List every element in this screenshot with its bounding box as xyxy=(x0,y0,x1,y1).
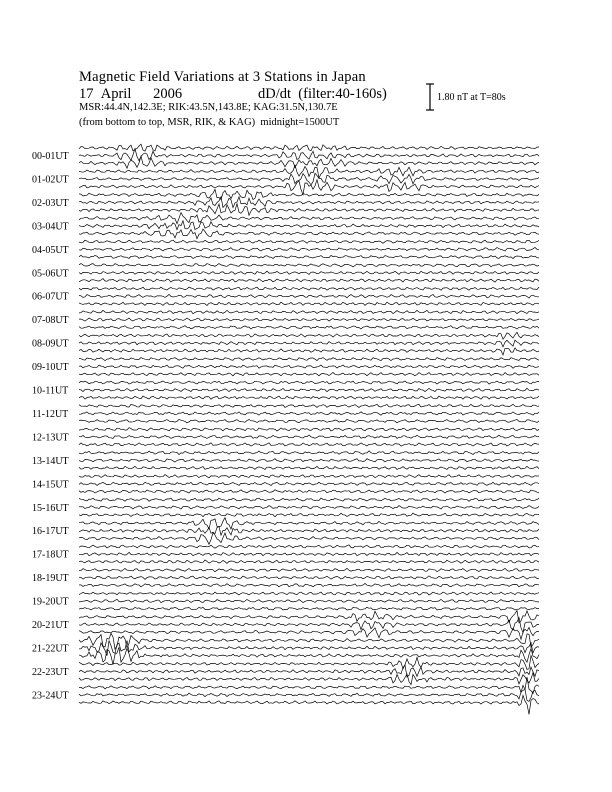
midnight-label: midnight=1500UT xyxy=(260,117,340,128)
chart-title: Magnetic Field Variations at 3 Stations in Japan xyxy=(79,69,366,85)
trace-msr-14-15ut xyxy=(79,490,539,493)
trace-rik-06-07ut xyxy=(79,294,539,298)
trace-kag-10-11ut xyxy=(79,381,539,384)
trace-msr-07-08ut xyxy=(79,326,539,329)
date-year: 2006 xyxy=(153,86,183,102)
trace-rik-02-03ut xyxy=(79,197,539,208)
trace-msr-20-21ut xyxy=(79,627,539,639)
trace-kag-14-15ut xyxy=(79,475,539,478)
trace-msr-04-05ut xyxy=(79,255,539,258)
trace-rik-05-06ut xyxy=(79,271,539,274)
row-label-12-13ut: 12-13UT xyxy=(32,432,69,444)
row-label-21-22ut: 21-22UT xyxy=(32,643,69,655)
trace-rik-03-04ut xyxy=(79,221,539,230)
trace-msr-08-09ut xyxy=(79,348,539,355)
trace-msr-09-10ut xyxy=(79,373,539,376)
trace-rik-07-08ut xyxy=(79,318,539,321)
trace-rik-22-23ut xyxy=(79,665,539,677)
trace-kag-01-02ut xyxy=(79,165,539,178)
trace-msr-15-16ut xyxy=(79,513,539,517)
trace-rik-10-11ut xyxy=(79,388,539,391)
row-label-07-08ut: 07-08UT xyxy=(32,315,69,327)
stations-list: MSR:44.4N,142.3E; RIK:43.5N,143.8E; KAG:31.5N,130.7E xyxy=(79,102,338,113)
trace-msr-21-22ut xyxy=(79,647,539,664)
row-label-14-15ut: 14-15UT xyxy=(32,479,69,491)
trace-kag-17-18ut xyxy=(79,545,539,548)
row-label-05-06ut: 05-06UT xyxy=(32,268,69,280)
trace-kag-16-17ut xyxy=(79,518,539,529)
row-label-20-21ut: 20-21UT xyxy=(32,620,69,631)
trace-rik-11-12ut xyxy=(79,412,539,415)
trace-msr-02-03ut xyxy=(79,204,539,216)
trace-rik-18-19ut xyxy=(79,576,539,580)
trace-rik-17-18ut xyxy=(79,552,539,555)
row-label-17-18ut: 17-18UT xyxy=(32,549,69,561)
trace-rik-16-17ut xyxy=(79,527,539,536)
trace-msr-11-12ut xyxy=(79,419,539,422)
row-label-10-11ut: 10-11UT xyxy=(32,385,69,397)
scale-label: 1.80 nT at T=80s xyxy=(437,92,506,103)
trace-msr-10-11ut xyxy=(79,396,539,399)
trace-kag-00-01ut xyxy=(79,144,539,151)
trace-kag-20-21ut xyxy=(79,611,539,623)
series-order-label: (from bottom to top, MSR, RIK, & KAG) xyxy=(79,117,256,128)
trace-kag-04-05ut xyxy=(79,240,539,243)
trace-rik-19-20ut xyxy=(79,599,539,602)
trace-rik-21-22ut xyxy=(79,641,539,656)
trace-rik-01-02ut xyxy=(79,173,539,185)
row-label-16-17ut: 16-17UT xyxy=(32,526,69,538)
trace-rik-15-16ut xyxy=(79,506,539,509)
trace-msr-22-23ut xyxy=(79,673,539,685)
row-label-15-16ut: 15-16UT xyxy=(32,502,69,514)
trace-msr-06-07ut xyxy=(79,302,539,305)
row-label-23-24ut: 23-24UT xyxy=(32,690,69,702)
trace-msr-12-13ut xyxy=(79,443,539,446)
trace-rik-09-10ut xyxy=(79,365,539,368)
trace-msr-16-17ut xyxy=(79,533,539,545)
row-label-00-01ut: 00-01UT xyxy=(32,151,69,162)
trace-kag-06-07ut xyxy=(79,287,539,290)
trace-msr-05-06ut xyxy=(79,279,539,283)
quantity-label: dD/dt xyxy=(258,86,292,102)
filter-label: (filter:40-160s) xyxy=(298,86,387,102)
trace-rik-08-09ut xyxy=(79,340,539,347)
trace-msr-19-20ut xyxy=(79,607,539,610)
trace-rik-04-05ut xyxy=(79,248,539,252)
row-label-08-09ut: 08-09UT xyxy=(32,338,69,350)
trace-kag-09-10ut xyxy=(79,358,539,361)
row-label-11-12ut: 11-12UT xyxy=(32,408,69,420)
row-label-19-20ut: 19-20UT xyxy=(32,596,69,608)
trace-kag-18-19ut xyxy=(79,568,539,571)
trace-kag-12-13ut xyxy=(79,428,539,431)
row-label-18-19ut: 18-19UT xyxy=(32,573,69,585)
date-month: April xyxy=(100,86,132,102)
trace-kag-05-06ut xyxy=(79,264,539,267)
trace-rik-23-24ut xyxy=(79,689,539,701)
trace-rik-20-21ut xyxy=(79,618,539,633)
row-label-06-07ut: 06-07UT xyxy=(32,291,69,303)
trace-msr-03-04ut xyxy=(79,229,539,239)
trace-kag-15-16ut xyxy=(79,498,539,501)
trace-kag-08-09ut xyxy=(79,332,539,339)
trace-kag-13-14ut xyxy=(79,451,539,455)
trace-msr-18-19ut xyxy=(79,584,539,587)
row-label-03-04ut: 03-04UT xyxy=(32,221,69,233)
row-label-22-23ut: 22-23UT xyxy=(32,666,69,678)
trace-kag-02-03ut xyxy=(79,189,539,199)
trace-rik-00-01ut xyxy=(79,149,539,161)
row-label-13-14ut: 13-14UT xyxy=(32,455,69,467)
trace-msr-23-24ut xyxy=(79,695,539,714)
trace-rik-13-14ut xyxy=(79,459,539,462)
trace-msr-17-18ut xyxy=(79,560,539,563)
trace-msr-00-01ut xyxy=(79,156,539,168)
row-label-01-02ut: 01-02UT xyxy=(32,174,69,186)
row-label-09-10ut: 09-10UT xyxy=(32,362,69,374)
trace-rik-12-13ut xyxy=(79,435,539,438)
trace-kag-11-12ut xyxy=(79,404,539,407)
row-label-04-05ut: 04-05UT xyxy=(32,244,69,256)
trace-msr-13-14ut xyxy=(79,466,539,469)
trace-kag-03-04ut xyxy=(79,213,539,224)
trace-kag-07-08ut xyxy=(79,310,539,313)
trace-kag-21-22ut xyxy=(79,633,539,649)
trace-kag-22-23ut xyxy=(79,656,539,670)
trace-kag-19-20ut xyxy=(79,592,539,595)
date-day: 17 xyxy=(79,86,94,102)
trace-rik-14-15ut xyxy=(79,482,539,485)
row-label-02-03ut: 02-03UT xyxy=(32,197,69,209)
